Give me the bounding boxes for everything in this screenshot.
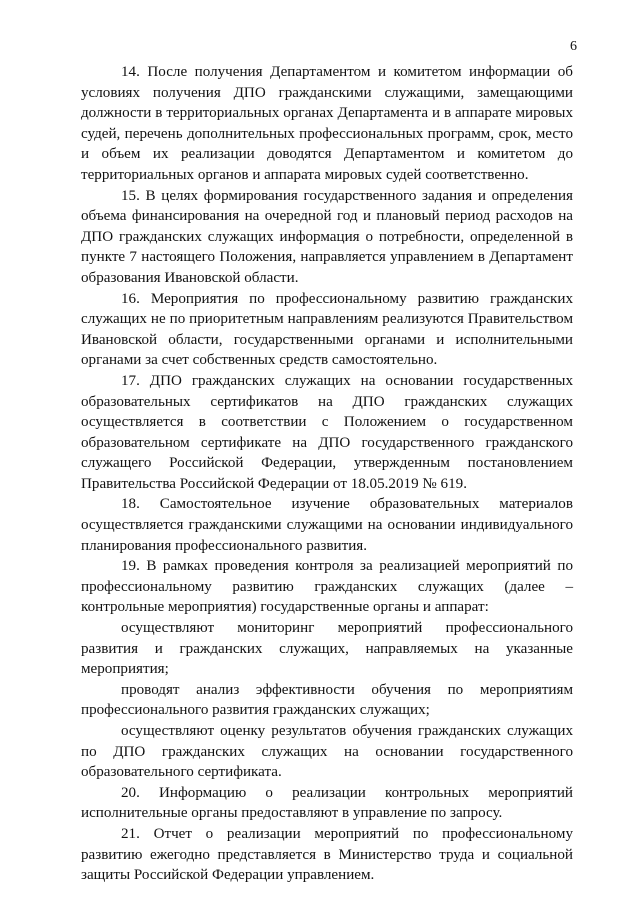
paragraph-16: 16. Мероприятия по профессиональному развитию гражданских служащих не по приоритетным направлениям реализуются Правительством Ивановской области, государственными органами и исполнительными органами за счет собственных средств самостоятельно.: [81, 290, 573, 369]
page-number: 6: [570, 39, 577, 54]
paragraph-19-item-monitoring: осуществляют мониторинг мероприятий профессионального развития и гражданских служащих, направляемых на указанные мероприятия;: [81, 620, 573, 678]
paragraph-20: 20. Информацию о реализации контрольных мероприятий исполнительные органы предоставляют в управление по запросу.: [81, 784, 573, 822]
paragraph-19-item-assessment: осуществляют оценку результатов обучения гражданских служащих по ДПО гражданских служащих на основании государственного образовательного сертификата.: [81, 723, 573, 781]
paragraph-21: 21. Отчет о реализации мероприятий по профессиональному развитию ежегодно представляется в Министерство труда и социальной защиты Российской Федерации управлением.: [81, 825, 573, 884]
document-body: [81, 62, 573, 886]
paragraph-19: 19. В рамках проведения контроля за реализацией мероприятий по профессиональному развитию гражданских служащих (далее – контрольные мероприятия) государственные органы и аппарат:: [81, 558, 573, 616]
paragraph-18: 18. Самостоятельное изучение образовательных материалов осуществляется гражданскими служащими на основании индивидуального планирования профессионального развития.: [81, 496, 573, 554]
paragraph-14: 14. После получения Департаментом и комитетом информации об условиях получения ДПО гражданскими служащими, замещающими должности в территориальных органах Департамента и в аппарате мировых судей, перечень дополнительных профессиональных программ, срок, место и объем их реализации доводятся Департаментом и комитетом до территориальных органов и аппарата мировых судей соответственно.: [81, 64, 573, 183]
paragraph-17: 17. ДПО гражданских служащих на основании государственных образовательных сертификатов на ДПО гражданских служащих осуществляется в соответствии с Положением о государственном образовательном сертификате на ДПО государственного гражданского служащего Российской Федерации, утвержденным постановлением Правительства Российской Федерации от 18.05.2019 № 619.: [81, 372, 573, 492]
paragraph-15: 15. В целях формирования государственного задания и определения объема финансирования на очередной год и плановый период расходов на ДПО гражданских служащих информация о потребности, определенной в пункте 7 настоящего Положения, направляется управлением в Департамент образования Ивановской области.: [81, 187, 573, 286]
paragraph-19-item-analysis: проводят анализ эффективности обучения по мероприятиям профессионального развития гражданских служащих;: [81, 681, 573, 719]
